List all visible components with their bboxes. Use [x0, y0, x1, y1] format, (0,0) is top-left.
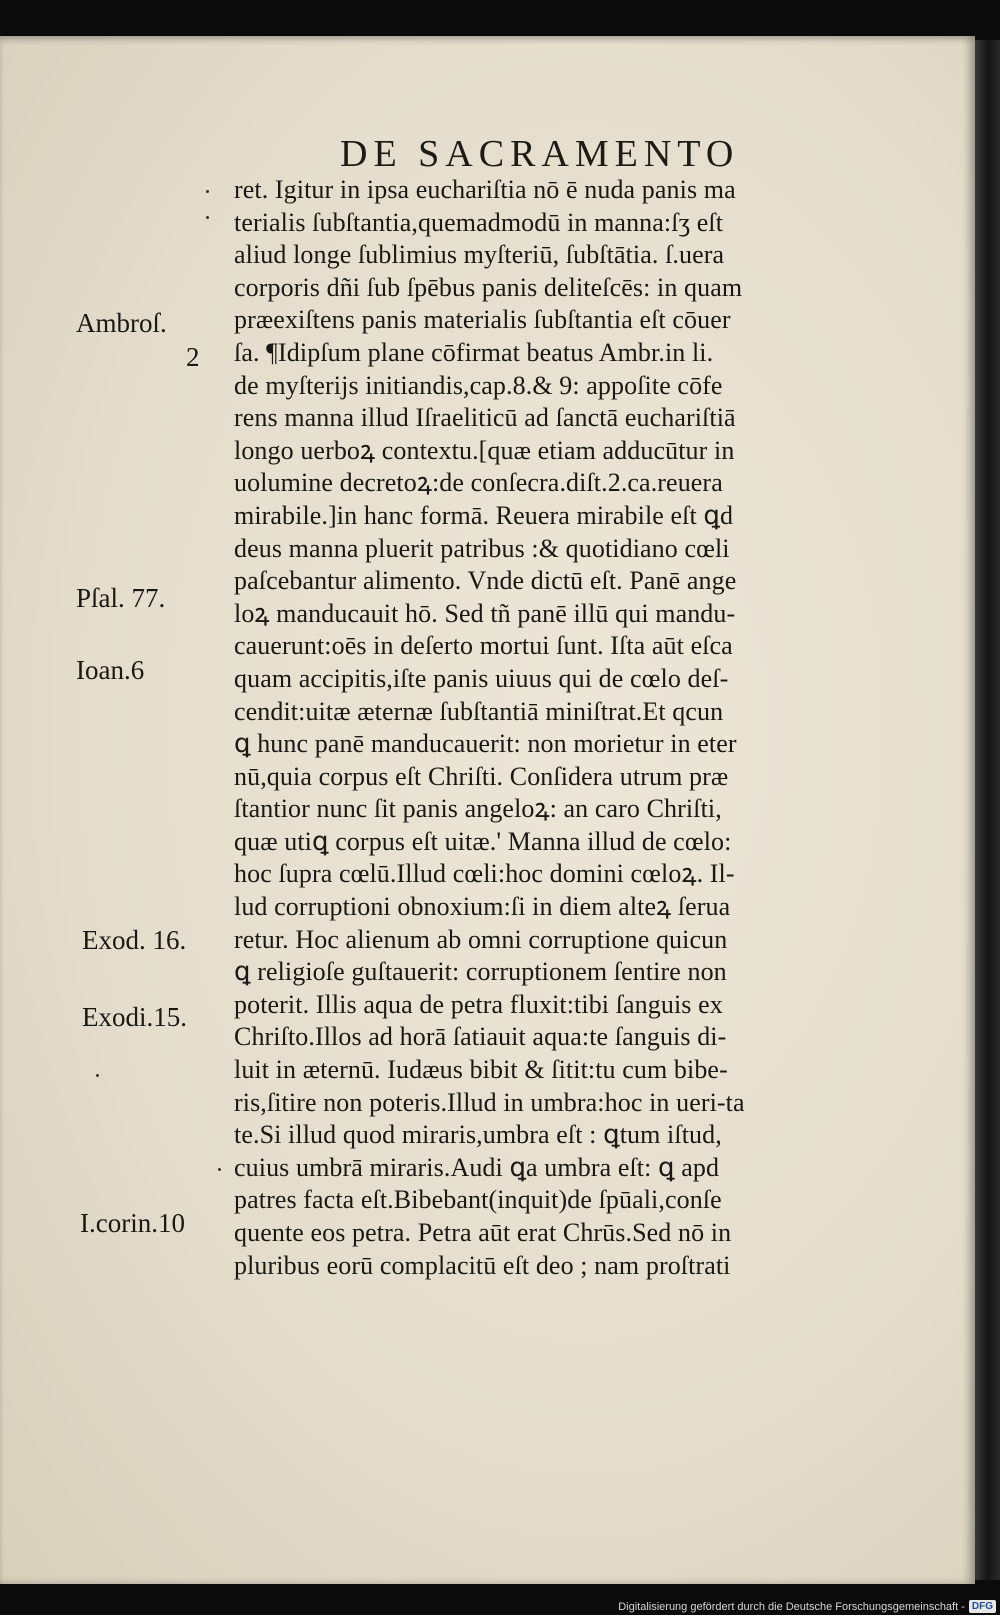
text-line: quæ utiꝗ corpus eſt uitæ.' Manna illud de cœlo:: [234, 826, 732, 856]
ink-mark: [96, 1074, 99, 1077]
text-line: ret. Igitur in ipsa euchariſtia nō ē nuda panis ma: [234, 175, 736, 204]
text-line: quam accipitis,iſte panis uiuus qui de cœlo deſ-: [234, 663, 729, 693]
text-line: Chriſto.Illos ad horā ſatiauit aqua:te ſanguis di-: [234, 1022, 727, 1052]
text-line: poterit. Illis aqua de petra fluxit:tibi ſanguis ex: [234, 989, 723, 1019]
text-line: mirabile.]in hanc formā. Reuera mirabile eſt ꝗd: [234, 500, 734, 530]
digitization-footer: [618, 1600, 996, 1613]
margin-note-number: 2: [186, 342, 200, 372]
running-head: DE SACRAMENTO: [340, 133, 740, 175]
text-line: ris,ſitire non poteris.Illud in umbra:hoc in ueri-ta: [234, 1087, 745, 1117]
text-line: ſa. ¶Idipſum plane cōfirmat beatus Ambr.in li.: [234, 337, 714, 367]
margin-note-corinthians: I.corin.10: [80, 1208, 185, 1238]
text-line: cendit:uitæ æternæ ſubſtantiā miniſtrat.Et qcun: [234, 696, 724, 726]
text-line: ꝗ religioſe guſtauerit: corruptionem ſentire non: [234, 957, 727, 987]
text-line: rens manna illud Iſraeliticū ad ſanctā euchariſtiā: [234, 403, 736, 433]
text-line: lud corruptioni obnoxium:ſi in diem alteꝝ ſerua: [234, 892, 731, 922]
ink-mark: [206, 190, 209, 193]
text-line: retur. Hoc alienum ab omni corruptione quicun: [234, 924, 728, 954]
text-line: nū,quia corpus eſt Chriſti. Conſidera utrum præ: [234, 761, 729, 791]
text-line: paſcebantur alimento. Vnde dictū eſt. Panē ange: [234, 566, 737, 596]
text-line: corporis dñi ſub ſpēbus panis deliteſcēs: in quam: [234, 272, 743, 302]
body-text: [234, 174, 894, 1282]
text-line: te.Si illud quod miraris,umbra eſt : ꝗtum iſtud,: [234, 1120, 722, 1150]
text-line: pluribus eorū complacitū eſt deo ; nam proſtrati: [234, 1250, 731, 1280]
margin-note-ambrosius: Ambroſ.: [76, 308, 167, 338]
text-line: cuius umbrā miraris.Audi ꝗa umbra eſt: ꝗ apd: [234, 1152, 720, 1182]
margin-note-exod-15: Exodi.15.: [82, 1002, 187, 1032]
text-line: quente eos petra. Petra aūt erat Chrūs.Sed nō in: [234, 1218, 732, 1247]
margin-note-exod-16: Exod. 16.: [82, 925, 187, 955]
text-line: ꝗ hunc panē manducauerit: non morietur in eter: [234, 729, 737, 759]
text-line: aliud longe ſublimius myſteriū, ſubſtātia. ſ.uera: [234, 240, 725, 270]
footer-text: Digitalisierung gefördert durch die Deutsche Forschungsgemeinschaft -: [618, 1600, 965, 1613]
text-line: loꝝ manducauit hō. Sed tñ panē illū qui mandu-: [234, 598, 736, 628]
margin-note-ioan: Ioan.6: [76, 655, 145, 685]
text-line: longo uerboꝝ contextu.[quæ etiam adducūtur in: [234, 435, 735, 465]
text-line: hoc ſupra cœlū.Illud cœli:hoc domini cœloꝝ. Il-: [234, 859, 735, 889]
text-line: deus manna pluerit patribus :& quotidiano cœli: [234, 533, 730, 563]
text-line: cauerunt:oēs in deſerto mortui ſunt. Iſta aūt eſca: [234, 631, 733, 661]
margin-note-psalm: Pſal. 77.: [76, 583, 166, 613]
text-line: patres facta eſt.Bibebant(inquit)de ſpūali,conſe: [234, 1185, 722, 1215]
ink-mark: [218, 1168, 221, 1171]
text-line: ſtantior nunc ſit panis angeloꝝ: an caro Chriſti,: [234, 794, 722, 824]
book-gutter: [975, 40, 1000, 1580]
dfg-logo: DFG: [969, 1600, 996, 1613]
text-line: præexiſtens panis materialis ſubſtantia eſt cōuer: [234, 305, 731, 335]
text-line: terialis ſubſtantia,quemadmodū in manna:ſʒ eſt: [234, 207, 724, 237]
text-line: de myſterijs initiandis,cap.8.& 9: appoſite cōfe: [234, 370, 723, 400]
text-line: uolumine decretoꝝ:de conſecra.diſt.2.ca.reuera: [234, 468, 723, 498]
ink-mark: [206, 216, 209, 219]
text-line: luit in æternū. Iudæus bibit & ſitit:tu cum bibe-: [234, 1055, 728, 1085]
